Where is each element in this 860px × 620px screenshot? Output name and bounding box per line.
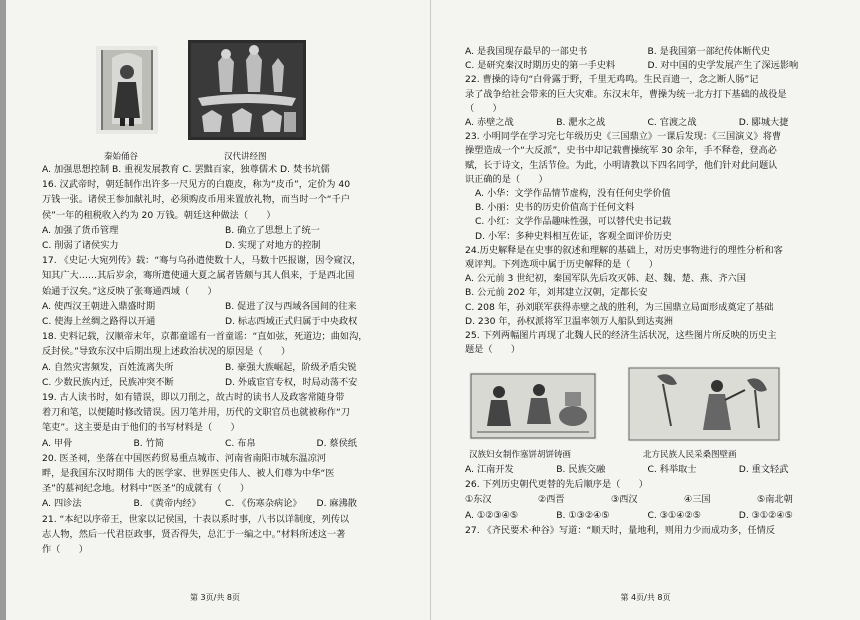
option-text: A. 甲骨 bbox=[42, 437, 73, 449]
text-line bbox=[465, 464, 830, 475]
option-text: B. 确立了思想上了统一 bbox=[225, 224, 320, 236]
option-text: C. 官渡之战 bbox=[647, 117, 697, 128]
option-text: D. 对中国的史学发展产生了深远影响 bbox=[647, 60, 799, 72]
han-women-baking-painting bbox=[469, 372, 597, 440]
text-line: 26. 下列历史朝代更替的先后顺序是（ ） bbox=[465, 479, 648, 491]
text-line bbox=[42, 498, 408, 509]
option-text: B. 《黄帝内经》 bbox=[133, 498, 201, 510]
option-text: C. 《伤寒杂病论》 bbox=[225, 498, 302, 510]
text-line: 23. 小明同学在学习完七年级历史《三国鼎立》一课后发现：《三国演义》将曹 bbox=[465, 131, 782, 143]
option-text: B. 豪强大族崛起，阶级矛盾尖锐 bbox=[225, 361, 357, 373]
text-line bbox=[42, 438, 408, 449]
option-text: A. 四诊法 bbox=[42, 498, 82, 510]
text-line: 识正确的是（ ） bbox=[465, 173, 548, 185]
terracotta-warriors-photo bbox=[96, 46, 158, 134]
text-line: 畔，是我国东汉时期伟 大的医学家、世界医史伟人、被人们尊为中华“医 bbox=[42, 468, 335, 479]
text-line bbox=[42, 240, 408, 251]
text-line bbox=[42, 225, 408, 236]
text-line bbox=[42, 362, 408, 373]
option-text: D. 麻沸散 bbox=[316, 498, 357, 510]
text-line: B. 公元前 202 年，刘邦建立汉朝，定都长安 bbox=[465, 287, 648, 299]
option-text: C. 削弱了诸侯实力 bbox=[42, 240, 119, 251]
text-line: 录了战争给社会带来的巨大灾难。东汉末年，曹操为统一北方打下基础的战役是 bbox=[465, 88, 787, 100]
option-text: A. 江南开发 bbox=[465, 464, 514, 475]
text-line: 始通于汉矣。”这反映了张骞通西域（ ） bbox=[42, 285, 217, 297]
mulberry-picking-mural bbox=[627, 366, 781, 442]
text-line: D. 小军：多种史料相互佐证，客观全面评价历史 bbox=[475, 230, 672, 242]
option-text: A. 是我国现存最早的一部史书 bbox=[465, 46, 588, 57]
text-line: 圣”的墓祠纪念地。材料中“医圣”的成就有（ ） bbox=[42, 483, 250, 495]
image-caption-4: 北方民族人民采桑图壁画 bbox=[643, 450, 737, 460]
option-text: ④三国 bbox=[684, 494, 711, 506]
text-line bbox=[465, 117, 830, 128]
text-line bbox=[42, 377, 408, 388]
text-line: 17. 《史记·大宛列传》载：“骞与乌孙遣使数十人，马数十匹报谢，因令窥汉， bbox=[42, 255, 362, 267]
text-line: 万钱一张。诸侯王参加献礼时，必须购皮币用来置放礼物，而当时一个“千户 bbox=[42, 194, 350, 206]
text-line: （ ） bbox=[465, 102, 502, 114]
option-text: C. ③①④②⑤ bbox=[647, 509, 701, 521]
image-caption-1: 秦始俑谷 bbox=[104, 152, 139, 162]
text-line: A. 小华：文学作品情节虚构，没有任何史学价值 bbox=[475, 188, 671, 199]
text-line: 操塑造成一个“大反派”，史书中却记载曹操统军 30 余年，手不释卷，登高必 bbox=[465, 145, 777, 157]
option-text: D. 郾城大捷 bbox=[738, 117, 789, 128]
option-text: C. 使海上丝绸之路得以开通 bbox=[42, 316, 156, 327]
option-text: B. 是我国第一部纪传体断代史 bbox=[647, 46, 770, 57]
text-line bbox=[465, 510, 830, 521]
text-line: 志人物，然后一代君臣政事，贤否得失，总汇于一编之中。”材料所述这一著 bbox=[42, 528, 346, 540]
text-line: 赋，长于诗文，生活节俭。为此，小明请教以下四名同学，他们针对此问题认 bbox=[465, 159, 778, 171]
text-line: 题是（ ） bbox=[465, 344, 521, 356]
option-text: A. 使西汉王朝进入鼎盛时期 bbox=[42, 300, 156, 312]
text-line bbox=[465, 494, 830, 505]
text-line bbox=[465, 60, 830, 71]
text-line: 19. 古人读书时，如有错误，即以刀削之，故古时的读书人及政客常随身带 bbox=[42, 392, 345, 403]
option-text: B. 淝水之战 bbox=[556, 117, 606, 128]
text-line: 反封侯。”导致东汉中后期出现上述政治状况的原因是（ ） bbox=[42, 346, 291, 358]
text-line bbox=[42, 316, 408, 327]
text-line: 22. 曹操的诗句“白骨露于野，千里无鸡鸣。生民百遗一，念之断人肠”记 bbox=[465, 74, 759, 86]
option-text: A. 加强了货币管理 bbox=[42, 224, 119, 236]
text-line: A. 加强思想控制 B. 重视发展教育 C. 罢黜百家，独尊儒术 D. 焚书坑儒 bbox=[42, 164, 330, 175]
han-lecture-relief-image bbox=[188, 40, 306, 140]
page-footer-right: 第 4页/共 8页 bbox=[620, 593, 671, 602]
option-text: D. 蔡侯纸 bbox=[316, 437, 357, 449]
text-line: 着刀和笔，以便随时修改错误。因刀笔并用，历代的文职官员也就被称作“刀 bbox=[42, 407, 350, 419]
page-footer-left: 第 3页/共 8页 bbox=[190, 593, 240, 602]
image-caption-2: 汉代讲经图 bbox=[224, 152, 267, 162]
option-text: B. 民族交融 bbox=[556, 464, 606, 475]
text-line: C. 208 年，孙刘联军获得赤壁之战的胜利，为三国鼎立局面形成奠定了基础 bbox=[465, 301, 774, 313]
text-line: 18. 史料记载，汉顺帝末年，京都童谣有一首童谣：“直如弦，死道边；曲如沟， bbox=[42, 331, 368, 343]
text-line: B. 小丽：史书的历史价值高于任何文料 bbox=[475, 202, 635, 214]
text-line: 25. 下列两幅图片再现了北魏人民的经济生活状况，这些图片所反映的历史主 bbox=[465, 330, 777, 341]
option-text: ①东汉 bbox=[465, 494, 492, 506]
option-text: B. 促进了汉与西域各国间的往来 bbox=[225, 300, 357, 312]
option-text: ⑤南北朝 bbox=[757, 494, 793, 506]
right-question-text-2 bbox=[465, 464, 830, 554]
option-text: A. 赤壁之战 bbox=[465, 117, 514, 128]
text-line: 20. 医圣祠，坐落在中国医药贸易重点城市、河南省南阳市城东温凉河 bbox=[42, 452, 326, 464]
page-binding-edge bbox=[0, 0, 6, 620]
option-text: ③西汉 bbox=[611, 494, 638, 506]
text-line: 27. 《齐民要术·种谷》写道：“顺天时，量地利，则用力少而成功多，任情反 bbox=[465, 524, 776, 536]
option-text: ②西晋 bbox=[538, 494, 565, 506]
option-text: C. 科举取士 bbox=[647, 464, 697, 475]
text-line: C. 小红：文学作品趣味性强，可以替代史书记载 bbox=[475, 216, 672, 228]
option-text: A. 自然灾害频发，百姓流离失所 bbox=[42, 361, 174, 373]
text-line: A. 公元前 3 世纪初，秦国军队先后攻灭韩、赵、魏、楚、燕、齐六国 bbox=[465, 273, 746, 285]
option-text: C. 布帛 bbox=[225, 437, 256, 449]
text-line: 观评判。下列选项中属于历史解释的是（ ） bbox=[465, 259, 658, 270]
option-text: D. 实现了对地方的控制 bbox=[225, 240, 321, 251]
option-text: D. 外戚宦官专权，时局动荡不安 bbox=[225, 376, 358, 388]
text-line: D. 230 年，孙权派将军卫温率领万人船队到达夷洲 bbox=[465, 315, 673, 327]
option-text: D. 重文轻武 bbox=[738, 464, 789, 475]
option-text: B. ①③②④⑤ bbox=[556, 509, 610, 521]
text-line: 作（ ） bbox=[42, 544, 88, 555]
right-question-text bbox=[465, 46, 830, 356]
text-line: 16. 汉武帝时，朝廷制作出许多一尺见方的白鹿皮，称为“皮币”，定价为 40 bbox=[42, 179, 351, 191]
text-line: 24.历史解释是在史事的叙述和理解的基础上，对历史事物进行的理性分析和客 bbox=[465, 244, 783, 256]
text-line: 笔吏”。这主要是由于他们的书写材料是（ ） bbox=[42, 422, 240, 434]
text-line: 知其广大……其后岁余，骞所遣使通大夏之属者皆颇与其人俱来，于是西北国 bbox=[42, 270, 355, 282]
option-text: D. 标志西域正式归属于中央政权 bbox=[225, 316, 358, 327]
text-line: 21. “本纪以序帝王，世家以记侯国，十表以系时事，八书以详制度，列传以 bbox=[42, 513, 350, 525]
option-text: C. 是研究秦汉时期历史的第一手史料 bbox=[465, 60, 616, 72]
left-question-text bbox=[42, 164, 408, 554]
option-text: D. ③①②④⑤ bbox=[738, 509, 793, 521]
option-text: A. ①②③④⑤ bbox=[465, 509, 519, 521]
right-page bbox=[431, 0, 860, 620]
text-line: 侯”一年的租税收入约为 20 万钱。朝廷这种做法（ ） bbox=[42, 209, 276, 221]
text-line bbox=[465, 46, 830, 57]
option-text: C. 少数民族内迁，民族冲突不断 bbox=[42, 376, 174, 388]
text-line bbox=[42, 301, 408, 312]
image-caption-3: 汉族妇女制作塞饼胡饼铸画 bbox=[469, 450, 572, 460]
option-text: B. 竹简 bbox=[133, 437, 165, 449]
